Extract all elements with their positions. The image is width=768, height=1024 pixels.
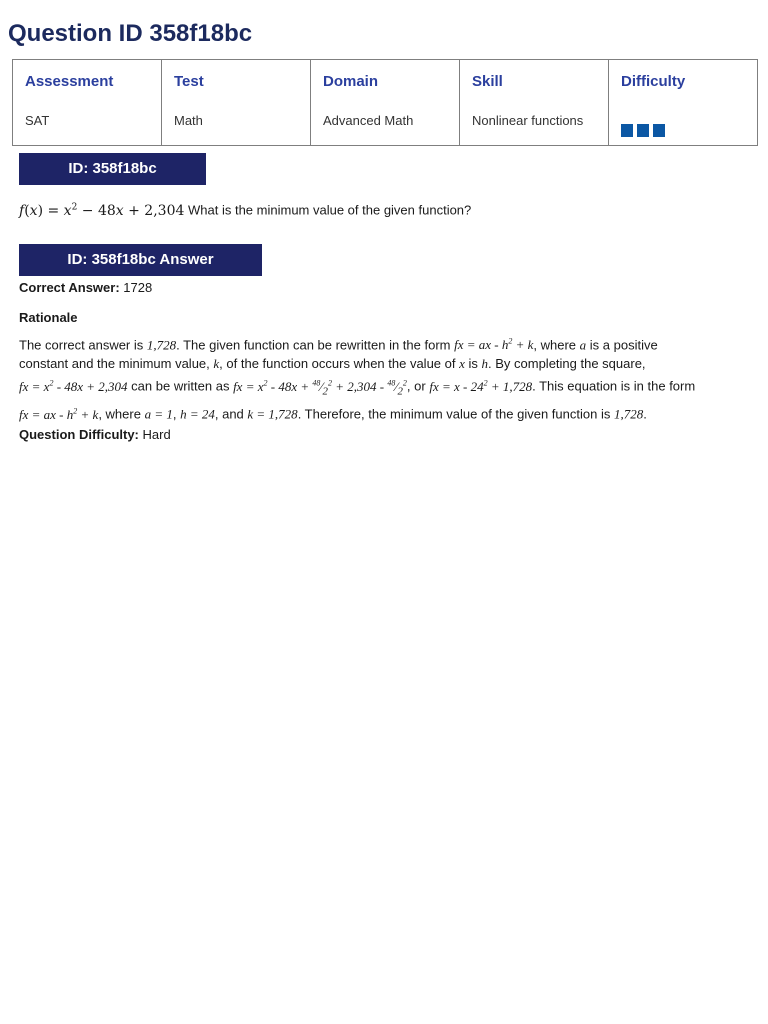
difficulty-bar bbox=[637, 124, 649, 137]
correct-answer-label: Correct Answer: bbox=[19, 280, 120, 295]
correct-answer-value: 1728 bbox=[123, 280, 153, 295]
skill-value: Nonlinear functions bbox=[472, 113, 584, 128]
test-cell bbox=[162, 60, 311, 146]
function-expression: $f(x) = x^2 - 48x + 2,304$ bbox=[19, 202, 185, 219]
difficulty-indicator bbox=[621, 124, 757, 137]
test-value: Math bbox=[174, 113, 203, 128]
rationale-line: fx = ax - $h^2 + k$, where a = 1, h = 24, and k = 1,728. Therefore, the minimum value of the given function is 1,728. bbox=[19, 406, 647, 422]
test-header: Test bbox=[174, 73, 204, 90]
rationale-line: The correct answer is 1,728. The given function can be rewritten in the form fx = ax - $h^2 + k$, where a is a positive bbox=[19, 337, 658, 353]
domain-cell bbox=[311, 60, 460, 146]
domain-header: Domain bbox=[323, 73, 379, 90]
assessment-value: SAT bbox=[25, 113, 50, 128]
difficulty-bar bbox=[653, 124, 665, 137]
question-difficulty bbox=[19, 427, 171, 442]
question-id-banner: ID: 358f18bc bbox=[19, 153, 206, 185]
rationale-line: constant and the minimum value, k, of the function occurs when the value of x is h. By completing the square, bbox=[19, 356, 646, 372]
answer-id-banner: ID: 358f18bc Answer bbox=[19, 244, 262, 276]
question-difficulty-value: Hard bbox=[142, 427, 171, 442]
rationale-line: fx = $x^2 - 48x + 2,304$ can be written as fx = $x^2 - 48x$ + $^{48}⁄_2^2 + 2,304$ - $^{48}⁄_2^2$, or fx = $x - 24^2 + 1,728$. This equation is in the form bbox=[19, 378, 696, 398]
difficulty-header: Difficulty bbox=[621, 73, 686, 90]
page-title: Question ID 358f18bc bbox=[8, 20, 253, 47]
difficulty-bar bbox=[621, 124, 633, 137]
skill-cell bbox=[460, 60, 609, 146]
rationale-heading: Rationale bbox=[19, 310, 78, 325]
question-text bbox=[19, 202, 471, 219]
question-difficulty-label: Question Difficulty: bbox=[19, 427, 139, 442]
skill-header: Skill bbox=[472, 73, 503, 90]
rationale-text bbox=[19, 332, 749, 424]
correct-answer bbox=[19, 280, 152, 295]
assessment-header: Assessment bbox=[25, 73, 114, 90]
question-prompt: What is the minimum value of the given function? bbox=[188, 202, 472, 218]
assessment-cell bbox=[13, 60, 162, 146]
domain-value: Advanced Math bbox=[323, 113, 414, 128]
question-meta-table bbox=[12, 59, 758, 146]
difficulty-cell bbox=[609, 60, 758, 146]
